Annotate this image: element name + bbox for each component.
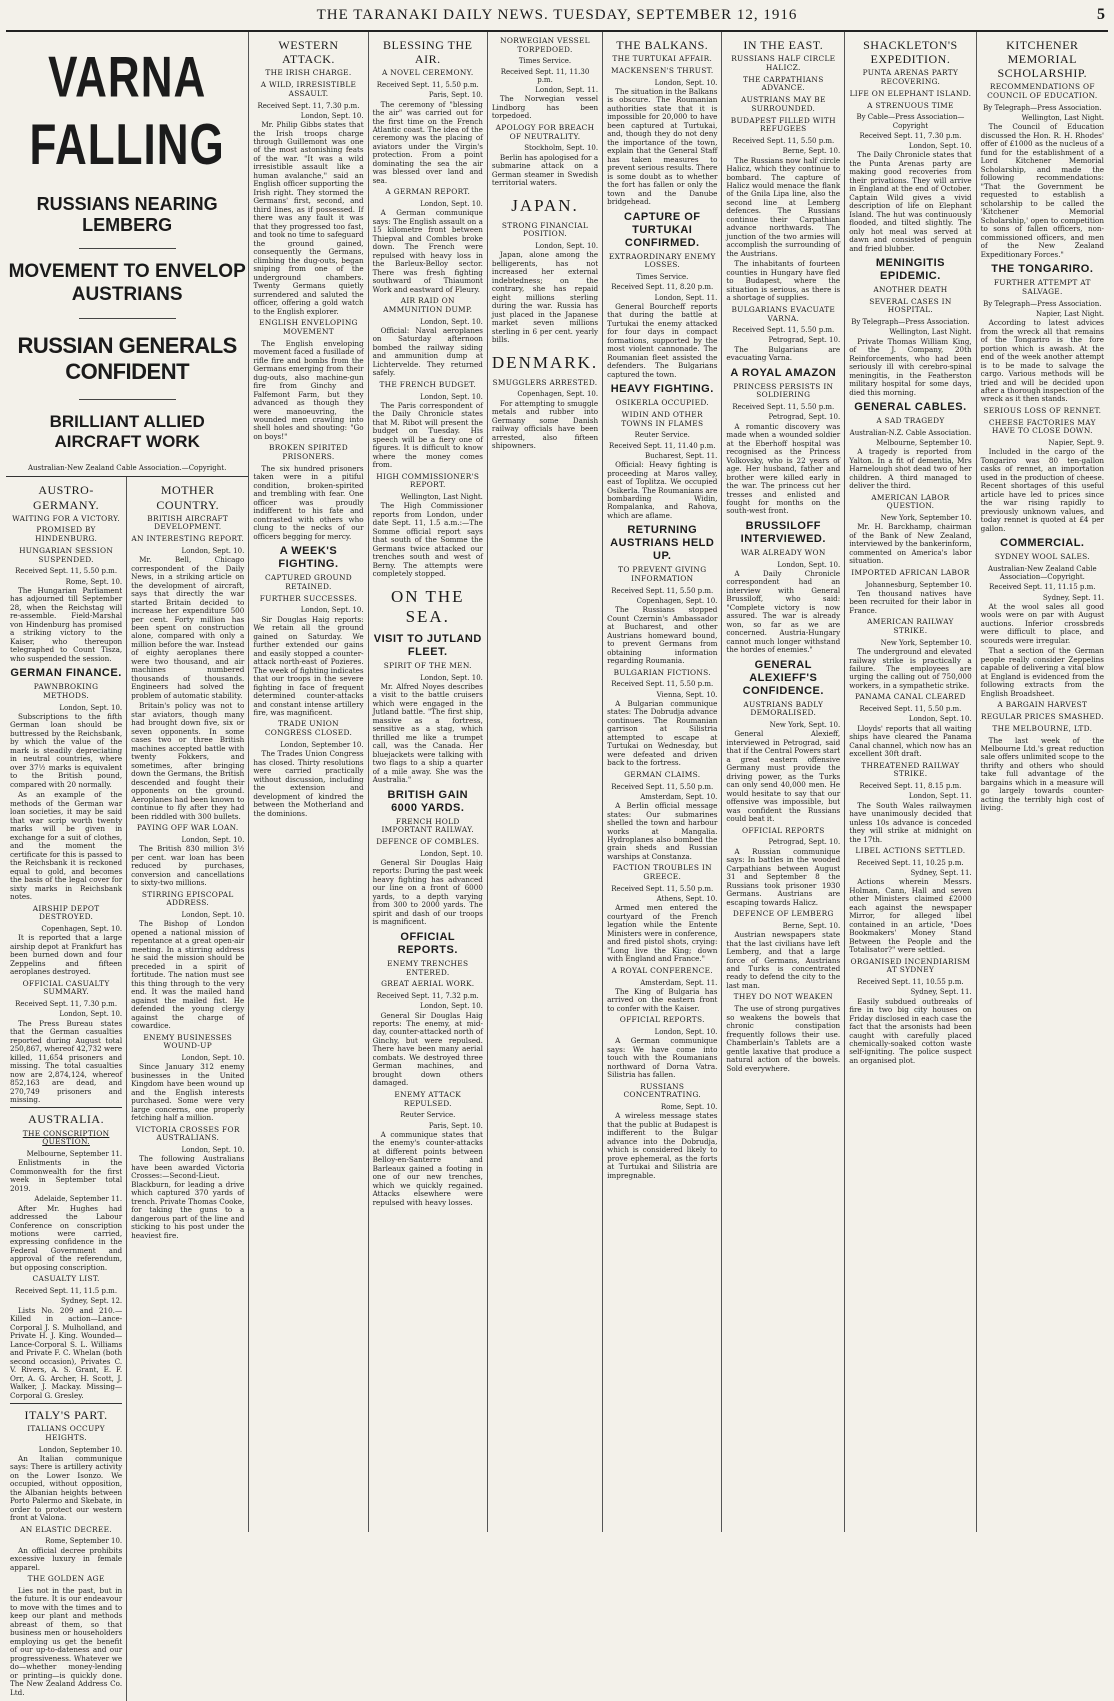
dateline: London, Sept. 11. <box>535 86 599 95</box>
article-subhead: ANOTHER DEATH <box>873 285 948 294</box>
received-line: By Telegraph—Press Association. <box>983 299 1102 308</box>
article-paragraph: The underground and elevated railway strike is practically a failure. The employees are urging the calling out of 750,000 workers, in a sympathetic strike. <box>849 647 972 690</box>
page-number: 5 <box>1097 6 1106 23</box>
received-line: By Telegraph—Press Association. <box>851 318 970 327</box>
article-paragraph: The situation in the Balkans is obscure. The Roumanian authorities state that it is impossible for 20,000 to have been captured at Turtukai, and, though they do not deny the importance of the town, explain that the General Staff has taken measures to prevent serious results. There is some doubt as to whether the fort has fallen or only the town and the Danube bridgehead. <box>607 86 718 207</box>
article-paragraph: The Bishop of London opened a national mission of repentance at a great open-air meeting. In a stirring address he said the mission should be preceded in a spirit of fortitude. The nation must see this thing through to the very end. It was the mailed hand against the mailed fist. He defended the young clergy against the charge of cowardice. <box>131 919 245 1031</box>
dateline: London, Sept. 10. <box>535 242 599 251</box>
article-subhead: RUSSIANS CONCENTRATING. <box>623 1081 702 1100</box>
article-subhead: CASUALTY LIST. <box>32 1274 100 1284</box>
dateline: London, Sept. 10. <box>420 673 483 682</box>
mother-country-column <box>127 477 248 1701</box>
article-subhead: THE MELBOURNE, LTD. <box>992 723 1093 733</box>
article-subhead: OSIKERLA OCCUPIED. <box>615 398 709 408</box>
received-line: Received Sept. 11, 8.20 p.m. <box>611 283 714 292</box>
article-subhead: SEVERAL CASES IN HOSPITAL. <box>869 296 952 315</box>
dateline: London, Sept. 10. <box>181 835 245 844</box>
article-subhead: COMMERCIAL. <box>1000 537 1085 550</box>
article-paragraph: Britain's policy was not to star aviators, though many had brought down five, six or seven opponents. In some cases two or three British machines accepted battle with twenty Fokkers, and sometimes, after bringing down the Germans, the British descended and fought their opponents on the ground. Aeroplanes had been known to continue to fly after they had been riddled with 300 bullets. <box>131 701 245 821</box>
article-paragraph: The Council of Education discussed the Hon. R. H. Rhodes' offer of £1000 as the nucleus of a fund for the establishment of a Lord Kitchener Memorial Scholarship, and made the following recommendations: "That the Government be requested to establish a scholarship to be called the 'Kitchener Memorial Scholarship,' open to competition to sons of fallen officers, non-commissioned officers, and men of the New Zealand Expeditionary Forces." <box>980 122 1104 259</box>
article-subhead: HIGH COMMISSIONER'S REPORT. <box>376 471 480 490</box>
article-paragraph: An Italian communique says: There is artillery activity on the Lower Isonzo. We occupied, without opposition, the Albanian heights between Porto Palermo and Skebate, in order to protect our western front at Valona. <box>10 1453 123 1523</box>
dateline: London, Sept. 10. <box>420 392 483 401</box>
dateline: London, Sept. 10. <box>181 1054 245 1063</box>
article-subhead: THEY DO NOT WEAKEN <box>733 992 833 1002</box>
article-subhead: AUSTRIANS BADLY DEMORALISED. <box>743 699 824 718</box>
lead-headline: VARNA FALLING <box>29 45 225 177</box>
article-paragraph: Official: Naval aeroplanes on Saturday afternoon bombed the railway siding and ammunition dump at Lichtervelde. They returned safely. <box>372 325 483 378</box>
article-paragraph: The British 830 million 3½ per cent. war loan has been reduced by purchases, conversion and cancellations to sixty-two millions. <box>131 844 245 888</box>
article-subhead: APOLOGY FOR BREACH OF NEUTRALITY. <box>495 122 595 141</box>
article-subhead: A STRENUOUS TIME <box>867 100 954 110</box>
dateline: London, Sept. 11. <box>908 792 972 801</box>
dateline: London, Sept. 10. <box>908 142 972 150</box>
dateline: Wellington, Last Night. <box>1021 114 1104 123</box>
article-paragraph: A communique states that the enemy's counter-attacks at different points between Belloy-en-Santerre and Barleaux gained a footing in one of our new trenches, which we quickly regained. Attacks elsewhere were repulsed with heavy losses. <box>372 1129 483 1207</box>
article-subhead: SYDNEY WOOL SALES. <box>994 552 1090 562</box>
article-subhead: RETURNING AUSTRIANS HELD UP. <box>610 524 715 563</box>
article-paragraph: Lloyds' reports that all waiting ships have cleared the Panama Canal channel, which now has an excellent 30ft draft. <box>849 723 972 759</box>
japan-title: JAPAN. <box>511 195 579 215</box>
received-line: Received Sept. 11, 5.50 p.m. <box>611 586 714 595</box>
advertisement-text: Lies not in the past, but in the future. It is our endeavour to move with the times and to keep our plant and methods abreast of them, so that business men or householders employing us get the benefit of our up-to-dateness and our progressiveness. Whatever we do—whether money-lending or printing—is quickly done. The New Zealand Address Co. Ltd. <box>10 1585 123 1697</box>
article-paragraph: Armed men entered the courtyard of the French legation while the Entente Ministers were in conference, and fired pistol shots, crying: "Long live the King; down with England and France." <box>607 903 718 964</box>
article-subhead: FURTHER ATTEMPT AT SALVAGE. <box>993 278 1091 296</box>
austro-germany-title: AUSTRO-GERMANY. <box>33 483 100 512</box>
dateline: London, Sept. 10. <box>654 1027 718 1036</box>
dateline: London, Sept. 10. <box>420 849 483 858</box>
dateline: London, Sept. 10. <box>777 560 841 569</box>
received-line: Received Sept. 11, 11.5 p.m. <box>15 1287 118 1296</box>
article-paragraph: The King of Bulgaria has arrived on the eastern front to confer with the Kaiser. <box>607 986 718 1013</box>
article-subhead: GENERAL ALEXIEFF'S CONFIDENCE. <box>742 658 824 697</box>
article-subhead: CAPTURE OF TURTUKAI CONFIRMED. <box>624 210 701 249</box>
article-paragraph: Official: Heavy fighting is proceeding at Maros valley, east of Toplitza. We occupied Osikerla. The Roumanians are bombarding Widin, Rompalanka, and Rahova, which are aflame. <box>607 460 718 520</box>
australia-title: AUSTRALIA. <box>28 1112 105 1127</box>
received-line: Australian-New Zealand Cable Association—Copyright. <box>987 564 1097 582</box>
dateline: London, Sept. 10. <box>181 911 245 919</box>
balkans-title: THE BALKANS. <box>616 38 709 52</box>
column-balkans <box>603 32 722 1532</box>
article-subhead: LIFE ON ELEPHANT ISLAND. <box>849 88 972 98</box>
article-paragraph: The Norwegian vessel Lindborg has been torpedoed. <box>491 94 599 121</box>
received-line: Received Sept. 11, 5.50 p.m. <box>859 705 962 714</box>
dateline: Amsterdam, Sept. 10. <box>640 792 718 801</box>
article-paragraph: Mr. H. Barckhamp, chairman of the Bank of New Zealand, interviewed by the bankerinform, commented on America's labor situation. <box>849 522 972 566</box>
dateline: Petrograd, Sept. 10. <box>768 413 841 422</box>
article-subhead: A NOVEL CEREMONY. <box>381 68 474 78</box>
received-line: Received Sept. 11, 5.50 p.m. <box>732 326 835 335</box>
article-subhead: REGULAR PRICES SMASHED. <box>980 712 1104 722</box>
article-paragraph: Subscriptions to the fifth German loan should be buttressed by the Reichsbank, by which the value of the mark is steadily depreciating in neutral countries, where over 37½ marks is equivalent to the British pound, compared with 20 normally. <box>10 711 123 789</box>
article-subhead: A SAD TRAGEDY <box>876 416 945 426</box>
received-line: Times Service. <box>518 57 572 66</box>
article-subhead: ORGANISED INCENDIARISM AT SYDNEY <box>850 956 971 975</box>
article-subhead: STRONG FINANCIAL POSITION. <box>501 220 589 239</box>
article-subhead: ENEMY ATTACK REPULSED. <box>394 1089 462 1108</box>
dateline: Wellington, Last Night. <box>400 493 483 502</box>
article-paragraph: General Bourcheff reports that during the battle at Turtukai the enemy attacked for four days in compact formations, supported by the most violent cannonade. The Roumanian fleet assisted the defenders. The Bulgarians captured the town. <box>607 301 718 379</box>
article-subhead: OFFICIAL REPORTS <box>741 825 825 835</box>
dateline: Berne, Sept. 10. <box>782 147 841 156</box>
advertisement-text: The use of strong purgatives so weakens the bowels that chronic constipation frequently follows their use. Chamberlain's Tablets are a gentle laxative that produce a natural action of the bowels. Sold everywhere. <box>726 1004 841 1073</box>
received-line: Reuter Service. <box>400 1111 456 1120</box>
denmark-title: DENMARK. <box>491 352 599 372</box>
article-subhead: AIR RAID ON AMMUNITION DUMP. <box>383 296 473 314</box>
received-line: Received Sept. 11, 5.50 p.m. <box>611 680 714 689</box>
article-paragraph: Enlistments in the Commonwealth for the first week in September total 2019. <box>10 1158 123 1193</box>
dateline: Johannesburg, September 10. <box>865 580 972 589</box>
article-subhead: THE GOLDEN AGE <box>27 1574 105 1584</box>
article-subhead: PUNTA ARENAS PARTY RECOVERING. <box>862 68 959 87</box>
article-paragraph: A wireless message states that the public at Budapest is indifferent to the Bulgar advance into the Dobrudja, which is considered likely to prove ephemeral, as the forts at Turtukai and Silistria are impregnable. <box>607 1111 718 1180</box>
dateline: Petrograd, Sept. 10. <box>768 838 841 847</box>
masthead <box>6 0 1108 32</box>
article-subhead: AIRSHIP DEPOT DESTROYED. <box>32 903 100 922</box>
received-line: Received Sept. 11, 5.50 p.m. <box>376 81 479 90</box>
article-paragraph: A German communique says: We have come into touch with the Roumanians northward of Dorna Vatra. Silistria has fallen. <box>607 1036 718 1080</box>
article-subhead: DEFENCE OF COMBLES. <box>376 837 480 847</box>
article-paragraph: A Russian communique says: In battles in the wooded Carpathians between August 31 and September 8 the Russians took prisoner 1930 Germans. Austrians are escaping towards Halicz. <box>726 846 841 907</box>
article-paragraph: Mr. Bell, Chicago correspondent of the Daily News, in a striking article on the development of aircraft, says that directly the war started Britain decided to increase her expenditure 500 per cent. Forty million has been spent on construction alone, compared with only a million before the war. Instead of eighty aeroplanes there were two thousand, and air machines numbered thousands of thousands. Engineers had solved the problem of automatic stability. <box>131 555 245 700</box>
italy-title: ITALY'S PART. <box>24 1407 108 1422</box>
article-paragraph: Austrian newspapers state that the last civilians have left Lemberg, and that a large force of Germans, Austrians and Turks is concentrated ready to defend the city to the last man. <box>726 930 841 990</box>
article-paragraph: The Press Bureau states that the German casualties reported during August total 250,867, whereof 42,732 were killed, 11,654 prisoners and missing. The total casualties now are 2,874,124, whereof 852,163 are dead, and 270,749 prisoners and missing. <box>10 1018 123 1104</box>
article-paragraph: That a section of the German people really consider Zeppelins capable of delivering a vital blow at England is evidenced from the following extracts from the English Broadsheet. <box>980 646 1104 698</box>
article-subhead: A ROYAL CONFERENCE. <box>611 965 713 975</box>
dateline: London, Sept. 10. <box>908 715 972 724</box>
article-subhead: BROKEN SPIRITED PRISONERS. <box>268 443 348 462</box>
dateline: Rome, September 10. <box>45 1537 123 1546</box>
lead-deck-3: RUSSIAN GENERALS CONFIDENT <box>17 333 237 385</box>
dateline: Sydney, Sept. 11. <box>910 868 972 877</box>
lead-deck-4: BRILLIANT ALLIED AIRCRAFT WORK <box>49 412 205 452</box>
dateline: New York, September 10. <box>880 638 972 647</box>
article-subhead: AMERICAN LABOR QUESTION. <box>871 492 950 511</box>
article-paragraph: The English enveloping movement faced a fusillade of rifle fire and bombs from the Germans emerging from their dug-outs, also machine-gun fire from Ginchy and Falfemont Farm, but they advanced as though they were manoeuvring, the wounded men crawling into shell holes and shouting: "Go on boys!" <box>253 338 364 441</box>
article-subhead: PRINCESS PERSISTS IN SOLDIERING <box>733 381 834 400</box>
article-subhead: FURTHER SUCCESSES. <box>259 593 358 603</box>
article-paragraph: Berlin has apologised for a submarine attack on a German steamer in Swedish territorial waters. <box>491 152 599 188</box>
article-subhead: SERIOUS LOSS OF RENNET. <box>983 405 1102 415</box>
column-blessing-air <box>369 32 488 1532</box>
column-shackleton <box>845 32 976 1532</box>
dateline: Melbourne, September 10. <box>876 439 972 448</box>
shackleton-title: SHACKLETON'S EXPEDITION. <box>863 38 958 67</box>
received-line: Received Sept. 11, 11.30 p.m. <box>500 67 590 84</box>
article-paragraph: Actions wherein Messrs. Holman, Cann, Hall and seven other Ministers claimed £2000 each against the newspaper Mirror, for alleged libel contained in an article, "Does Bookmakers' Money Stand Between the People and the Totalisator?" were settled. <box>849 877 972 955</box>
received-line: Received Sept. 11, 10.25 p.m. <box>857 858 964 867</box>
article-subhead: TO PREVENT GIVING INFORMATION <box>618 565 707 584</box>
article-subhead: OFFICIAL REPORTS. <box>397 930 458 956</box>
in-the-east-title: IN THE EAST. <box>743 38 824 52</box>
dateline: Melbourne, September 11. <box>26 1150 123 1159</box>
received-line: Received Sept. 11, 5.50 p.m. <box>732 403 835 412</box>
article-subhead: A WEEK'S FIGHTING. <box>278 545 339 571</box>
dateline: London, Sept. 10. <box>420 200 483 209</box>
received-line: Received Sept. 11, 10.55 p.m. <box>857 978 964 987</box>
article-subhead: TRADE UNION CONGRESS CLOSED. <box>264 719 353 738</box>
article-paragraph: The South Wales railwaymen have unanimously decided that unless 10s advance is conceded they will strike at midnight on the 17th. <box>849 800 972 844</box>
article-subhead: OFFICIAL REPORTS. <box>619 1015 705 1025</box>
article-subhead: FACTION TROUBLES IN GREECE. <box>612 863 712 882</box>
column-kitchener <box>977 32 1108 1532</box>
article-paragraph: The ceremony of "blessing the air" was carried out for the first time on the French Atlantic coast. The idea of the ceremony was the placing of aviators under the Virgin's protection. From a point dominating the sea the air was blessed over land and sea. <box>372 99 483 185</box>
western-attack-title: WESTERN ATTACK. <box>278 38 339 67</box>
article-subhead: WAITING FOR A VICTORY. <box>12 513 121 523</box>
article-paragraph: For attempting to smuggle metals and rubber into Germany some Danish railway officials have been arrested, also fifteen shipowners. <box>491 398 599 451</box>
article-paragraph: The Russians stopped Count Czernin's Ambassador at Bucharest, and other Austrians homeward bound, to prevent Germans from obtaining information regarding Roumania. <box>607 605 718 666</box>
received-line: Received Sept. 11, 5.50 p.m. <box>611 884 714 893</box>
received-line: Received Sept. 11, 7.32 p.m. <box>376 992 479 1001</box>
article-subhead: GENERAL CABLES. <box>854 401 967 414</box>
article-paragraph: Included in the cargo of the Tongariro was 80 ten-gallon casks of rennet, an importation used in the production of cheese. Recent shortages of this useful article have led to prices since the war rising rapidly to previously unknown values, and today rennet is quoted at £4 per gallon. <box>980 447 1104 533</box>
article-subhead: THE TURTUKAI AFFAIR. <box>612 54 713 64</box>
article-subhead: GERMAN FINANCE. <box>10 667 122 680</box>
article-paragraph: Easily subdued outbreaks of fire in two big city houses on Friday disclosed in each case the fact that the arsonists had been caught with carefully placed chemically-soaked cotton waste self-igniting. The police suspect an organised plot. <box>849 996 972 1065</box>
article-subhead: THREATENED RAILWAY STRIKE. <box>861 760 960 779</box>
article-paragraph: Ten thousand natives have been recruited for their labor in France. <box>849 588 972 615</box>
article-paragraph: A Daily Chronicle correspondent had an interview with General Brussiloff, who said: "Complete victory is now assured. The war is already won, so far as we are concerned. Austria-Hungary cannot much longer withstand the hordes of enemies." <box>726 568 841 655</box>
article-subhead: BRUSSILOFF INTERVIEWED. <box>740 519 826 545</box>
article-paragraph: As an example of the methods of the German war loan societies, it may be said that war scrip worth twenty marks will be given in exchange for a suit of clothes, and the moment the certificate for this is passed to the Reichsbank it is reckoned equal to gold, and becomes the basis of the legal cover for sixty marks in Reichsbank notes. <box>10 790 123 902</box>
dateline: Stockholm, Sept. 10. <box>524 144 599 153</box>
article-subhead: RUSSIANS HALF CIRCLE HALICZ. <box>731 54 836 72</box>
article-paragraph: The six hundred prisoners taken were in a pitiful condition, broken-spirited and trembling with fear. One officer was proudly indifferent to his fate and contrasted with others who clung to the necks of our officers begging for mercy. <box>253 463 364 541</box>
mother-country-title: MOTHER COUNTRY. <box>156 483 220 512</box>
dateline: London, Sept. 11. <box>654 293 718 302</box>
received-line: Received Sept. 11, 5.50 p.m. <box>732 137 835 146</box>
dateline: Vienna, Sept. 10. <box>656 690 718 699</box>
dateline: London, Sept. 10. <box>59 703 123 712</box>
dateline: Rome, Sept. 10. <box>660 1103 718 1112</box>
article-paragraph: General Sir Douglas Haig reports: The enemy, at mid-day, counter-attacked north of Ginchy, but were repulsed. There have been many aerial combats. We destroyed three German machines, and brought down others damaged. <box>372 1010 483 1088</box>
article-paragraph: An official decree prohibits excessive luxury in female apparel. <box>10 1545 123 1572</box>
article-subhead: THE TONGARIRO. <box>991 263 1094 276</box>
column-sea-japan-denmark <box>488 32 603 1532</box>
received-line: Times Service. <box>636 273 689 282</box>
dateline: Napier, Sept. 9. <box>1048 439 1104 448</box>
dateline: London, Sept. 10. <box>420 317 483 326</box>
article-subhead: STIRRING EPISCOPAL ADDRESS. <box>141 889 234 908</box>
received-line: Received Sept. 11, 8.15 p.m. <box>859 782 962 791</box>
article-subhead: CHEESE FACTORIES MAY HAVE TO CLOSE DOWN. <box>988 417 1096 436</box>
article-subhead: BUDAPEST FILLED WITH REFUGEES <box>730 115 836 134</box>
dateline: London, Sept. 10. <box>181 1146 245 1155</box>
article-subhead: HUNGARIAN SESSION SUSPENDED. <box>19 545 114 564</box>
article-paragraph: The Trades Union Congress has closed. Thirty resolutions were carried practically without discussion, including the extension and development of kindred the between the Motherland and the dominions. <box>253 749 364 818</box>
article-paragraph: Private Thomas William King, of the J. Company, 20th Reinforcements, who had been seriously ill with cerebro-spinal meningitis, in the Featherston military hospital for some days, died this morning. <box>849 336 972 397</box>
article-subhead: AMERICAN RAILWAY STRIKE. <box>867 617 954 636</box>
dateline: New York, September 10. <box>880 514 972 523</box>
dateline: Amsterdam, Sept. 11. <box>640 978 718 987</box>
dateline: London, Sept. 10. <box>300 111 364 120</box>
received-line: Received Sept. 11, 11.15 p.m. <box>989 583 1096 592</box>
austro-germany-column <box>6 477 127 1701</box>
article-subhead: GREAT AERIAL WORK. <box>381 979 475 989</box>
article-subhead: RECOMMENDATIONS OF COUNCIL OF EDUCATION. <box>987 82 1098 101</box>
dateline: Napier, Last Night. <box>1035 309 1104 318</box>
dateline: New York, Sept. 10. <box>769 721 841 730</box>
article-subhead: BULGARIANS EVACUATE VARNA. <box>731 304 836 323</box>
article-paragraph: The Bulgarians are evacuating Varna. <box>726 344 841 363</box>
article-subhead: PROMISED BY HINDENBURG. <box>35 525 98 544</box>
article-paragraph: General Sir Douglas Haig reports: During the past week heavy fighting has advanced our line on a front of 6000 yards, to a depth varying from 300 to 2000 yards. The spirit and dash of our troops is magnificent. <box>372 858 483 927</box>
dateline: Wellington, Last Night. <box>889 328 972 337</box>
article-paragraph: Mr. Alfred Noyes describes a visit to the battle cruisers which were engaged in the Jutland battle. "The first ship, massive as a fortress, sensitive as a stag, which thrilled me like a trumpet call, was the Canada. Her bluejackets were talking with two flags to a ship a quarter of a mile away. She was the Australia." <box>372 681 483 785</box>
received-line: Received Sept. 11, 7.30 p.m. <box>859 131 962 140</box>
article-subhead: ENEMY BUSINESSES WOUND-UP <box>143 1032 233 1051</box>
article-paragraph: It is reported that a large airship depot at Frankfurt has been burned down and four Zeppelins and fifteen aeroplanes destroyed. <box>10 933 123 977</box>
dateline: Rome, Sept. 10. <box>65 577 123 586</box>
dateline: Sydney, Sept. 12. <box>60 1297 123 1306</box>
article-subhead: A WILD, IRRESISTIBLE ASSAULT. <box>260 80 357 98</box>
dateline: London, Sept. 10. <box>300 606 364 615</box>
article-paragraph: Since January 312 enemy businesses in the United Kingdom have been wound up and the English interests purchased. Some were very large concerns, one properly fetching half a million. <box>131 1062 245 1123</box>
article-subhead: SMUGGLERS ARRESTED. <box>492 377 598 387</box>
article-subhead: HEAVY FIGHTING. <box>610 383 714 396</box>
article-paragraph: A German communique says: The English assault on a 15 kilometre front between Thiepval and Combles broke down. The French were repulsed with heavy loss in the Barleux-Belloy sector. There was fresh fighting southward of Thiaumont Work and eastward of Fleury. <box>372 208 483 294</box>
column-in-the-east <box>722 32 845 1532</box>
received-line: By Telegraph—Press Association. <box>983 103 1102 112</box>
article-paragraph: Japan, alone among the belligerents, has not increased her external indebtedness; on the contrary, she has repaid eight millions sterling during the war. Russia has just placed in the Japanese market seven millions sterling in 6 per cent. yearly bills. <box>491 250 599 345</box>
article-subhead: PAWNBROKING METHODS. <box>33 682 99 700</box>
received-line: Received Sept. 11, 11.40 p.m. <box>609 441 716 450</box>
article-paragraph: Mr. Philip Gibbs states that the Irish troops charge through Guillemont was one of the most astonishing feats of the war. "It was a wild irresistible assault like a human avalanche," said an English officer supporting the Irish right. They stormed the Germans' first, second, and third lines, as if possessed. If there was any fault it was that they progressed too fast, and took no time to safeguard the ground gained, consequently the Germans, climbing the dug-outs, began sniping from one of the underground chambers. Twenty Germans quietly surrendered and saluted the officer, offering a gold watch to the English explorer. <box>253 120 364 316</box>
article-subhead: A BARGAIN HARVEST <box>997 700 1088 710</box>
article-subhead: BRITISH AIRCRAFT DEVELOPMENT. <box>147 513 229 532</box>
article-subhead: MACKENSEN'S THRUST. <box>611 65 714 75</box>
cable-association-line: Australian-New Zealand Cable Association.—Copyright. <box>27 464 227 473</box>
dateline: Paris, Sept. 10. <box>428 1121 483 1130</box>
blessing-air-title: BLESSING THE AIR. <box>383 38 473 67</box>
article-paragraph: The Russians now half circle Halicz, which they continue to bombard. The capture of Halicz would menace the flank of the Gnila Lipa line, also the second line at Lemberg defences. The Russians continue their Carpathian advance northwards. The junction of the two armies will accomplish the surrounding of the Austrians. <box>726 155 841 258</box>
dateline: London, Sept. 10. <box>181 546 245 555</box>
received-line: Received Sept. 11, 7.30 p.m. <box>15 1000 118 1009</box>
article-paragraph: The Daily Chronicle states that the Punta Arenas party are making good recoveries from their privations. They will arrive in England at the end of October. Captain Wild gives a vivid description of life on Elephant Island. The hut was continuously flooded, and tilted slightly. The only hot meal was served at dawn and consisted of penguin and fried blubber. <box>849 150 972 253</box>
article-paragraph: A Berlin official message states: Our submarines shelled the town and harbour works at Mangalia. Hydroplanes also bombed the grain sheds and Russian warships at Constanza. <box>607 801 718 861</box>
on-the-sea-title: ON THE SEA. <box>390 586 465 626</box>
column-lead <box>6 32 249 1697</box>
article-paragraph: Lists No. 209 and 210.—Killed in action—Lance-Corporal J. S. Mulholland, and Private H. J. King. Wounded—Lance-Corporal S. L. Williams and Private F. C. Whelan (both second occasion), Privates C. V. Rivers, A. S. Grant, E. F. Orr, A. G. Archer, H. Scott, J. Walker, J. Mackay. Missing—Corporal G. Gresley. <box>10 1305 123 1400</box>
dateline: Adelaide, September 11. <box>34 1195 123 1204</box>
column-western-attack <box>249 32 368 1532</box>
article-subhead: WIDIN AND OTHER TOWNS IN FLAMES <box>621 409 704 428</box>
lead-deck-2: MOVEMENT TO ENVELOP AUSTRIANS <box>8 261 246 305</box>
article-paragraph: General Alexieff, interviewed in Petrograd, said that if the Central Powers start a great eastern offensive Germany must provide the driving power, as the Turks can only send 40,000 men. He would hesitate to say that our offensive was impossible, but was confident the Russians could beat it. <box>726 729 841 824</box>
article-paragraph: According to latest advices from the wreck all that remains of the Tongariro is the fore portion which is awash. At the end of the week another attempt is to be made to salvage the cargo. Various methods will be tried and will be decided upon after a thorough inspection of the wreck as it then stands. <box>980 318 1104 404</box>
article-paragraph: The High Commissioner reports from London, under date Sept. 11, 1.5 a.m.:—The Somme official report says that south of the Somme the Germans twice attacked our trenches south and west of Berny. The attempts were completely stopped. <box>372 501 483 579</box>
dateline: London, Sept. 10. <box>59 1010 123 1019</box>
dateline: London, Sept. 10. <box>420 1002 483 1011</box>
kitchener-title: KITCHENER MEMORIAL SCHOLARSHIP. <box>997 38 1088 81</box>
article-subhead: A GERMAN REPORT. <box>385 187 471 197</box>
lead-deck-1: RUSSIANS NEARING LEMBERG <box>36 193 218 236</box>
dateline: London, September 10. <box>38 1445 123 1454</box>
article-paragraph: The Paris correspondent of the Daily Chronicle states that M. Ribot will present the budget on Tuesday. His speech will be a fiery one of figures. It is difficult to know where the money comes from. <box>372 400 483 470</box>
article-subhead: VISIT TO JUTLAND FLEET. <box>373 632 482 658</box>
article-paragraph: Sir Douglas Haig reports: We retain all the ground gained on Saturday. We further extended our gains and easily stopped a counter-attack north-east of Pozieres. The week of fighting indicates that our troops in the severe fighting in face of frequent determined counter-attacks and constant intense artillery fire, was magnificent. <box>253 614 364 717</box>
article-subhead: FRENCH HOLD IMPORTANT RAILWAY. <box>381 816 475 835</box>
advertisement-text: The last week of the Melbourne Ltd.'s great reduction sale offers unlimited scope to the thrifty and others who should take full advantage of the bargains which in a measure will go largely towards counter-acting the terribly high cost of living. <box>980 735 1104 813</box>
article-subhead: MENINGITIS EPIDEMIC. <box>875 257 945 283</box>
dateline: London, September 10. <box>280 740 364 749</box>
article-subhead: THE CONSCRIPTION QUESTION. <box>22 1128 110 1147</box>
received-line: By Cable—Press Association—Copyright <box>856 113 965 130</box>
masthead-title: THE TARANAKI DAILY NEWS. TUESDAY, SEPTEMBER 12, 1916 <box>316 6 798 23</box>
article-paragraph: The following Australians have been awarded Victoria Crosses:—Second-Lieut. Blackburn, for leading a drive which captured 370 yards of trench. Private Thomas Cooke, for taking the guns to a dangerous part of the line and sticking to his post under the heaviest fire. <box>131 1154 245 1240</box>
article-paragraph: A tragedy is reported from Yalton. In a fit of dementia, Mrs Harnelough shot dead two of her children. A third managed to deliver the third. <box>849 447 972 491</box>
article-subhead: ITALIANS OCCUPY HEIGHTS. <box>27 1424 105 1442</box>
article-subhead: A ROYAL AMAZON <box>730 366 837 379</box>
article-subhead: CAPTURED GROUND RETAINED. <box>264 573 352 591</box>
article-subhead: OFFICIAL CASUALTY SUMMARY. <box>22 978 110 997</box>
dateline: Paris, Sept. 10. <box>428 91 483 100</box>
article-paragraph: A romantic discovery was made when a wounded soldier at the Eberhoff hospital was recognised as the Princess Volkovsky, who is 22 years of age. Her husband, father and brother were killed early in the war. The princess cut her tresses and enlisted and fought for months on the south-west front. <box>726 421 841 516</box>
article-paragraph: The inhabitants of fourteen counties in Hungary have fled to Budapest, where the situation is serious, as there is a shortage of supplies. <box>726 259 841 303</box>
article-subhead: ENEMY TRENCHES ENTERED. <box>387 958 469 977</box>
article-subhead: NORWEGIAN VESSEL TORPEDOED. <box>500 36 590 54</box>
article-subhead: DEFENCE OF LEMBERG <box>732 909 834 919</box>
article-subhead: GERMAN CLAIMS. <box>624 769 701 779</box>
article-paragraph: After Mr. Hughes had addressed the Labour Conference on conscription motions were carried, expressing confidence in the Federal Government and approval of the referendum, but opposing conscription. <box>10 1203 123 1272</box>
dateline: Athens, Sept. 10. <box>656 895 718 904</box>
article-subhead: LIBEL ACTIONS SETTLED. <box>855 846 966 855</box>
received-line: Received Sept. 11, 7.30 p.m. <box>257 101 360 110</box>
article-subhead: SPIRIT OF THE MEN. <box>383 660 472 670</box>
article-subhead: THE IRISH CHARGE. <box>265 68 352 78</box>
article-subhead: THE CARPATHIANS ADVANCE. <box>743 74 824 93</box>
article-subhead: BRITISH GAIN 6000 YARDS. <box>387 788 469 814</box>
dateline: Berne, Sept. 10. <box>782 921 841 930</box>
article-subhead: VICTORIA CROSSES FOR AUSTRALIANS. <box>135 1124 240 1143</box>
dateline: Sydney, Sept. 11. <box>1042 593 1104 602</box>
received-line: Received Sept. 11, 5.50 p.m. <box>15 567 118 576</box>
dateline: London, Sept. 10. <box>654 78 718 87</box>
article-subhead: PANAMA CANAL CLEARED <box>854 692 966 702</box>
dateline: Copenhagen, Sept. 10. <box>41 925 123 933</box>
received-line: Received Sept. 11, 5.50 p.m. <box>611 782 714 791</box>
dateline: Petrograd, Sept. 10. <box>768 336 841 345</box>
article-subhead: ENGLISH ENVELOPING MOVEMENT <box>259 318 358 336</box>
article-subhead: PAYING OFF WAR LOAN. <box>136 823 239 833</box>
dateline: Sydney, Sept. 11. <box>910 988 972 997</box>
article-subhead: THE FRENCH BUDGET. <box>379 379 477 389</box>
received-line: Reuter Service. <box>634 431 690 440</box>
article-subhead: AUSTRIANS MAY BE SURROUNDED. <box>740 95 826 113</box>
article-subhead: WAR ALREADY WON <box>740 547 826 557</box>
article-subhead: EXTRAORDINARY ENEMY LOSSES. <box>608 251 716 270</box>
dateline: Bucharest, Sept. 11. <box>644 451 718 460</box>
article-paragraph: The Hungarian Parliament has adjourned till September 28, when the Reichstag will re-assemble. Field-Marshal von Hindenburg has promised a striking victory to the Kaiser, who thereupon telegraphed to Count Tisza, who suspended the session. <box>10 585 123 663</box>
article-subhead: BULGARIAN FICTIONS. <box>613 667 711 677</box>
dateline: Copenhagen, Sept. 10. <box>636 597 718 606</box>
article-subhead: AN ELASTIC DECREE. <box>20 1524 112 1534</box>
article-paragraph: At the wool sales all good wools were on par with August auctions. Inferior crossbreds were difficult to place, and scoureds were irregular. <box>980 601 1104 645</box>
dateline: Copenhagen, Sept. 10. <box>517 390 599 399</box>
received-line: Australian-N.Z. Cable Association. <box>849 428 972 437</box>
article-paragraph: A Bulgarian communique states: The Dobrudja advance continues. The Roumanian garrison at Silistria attempted to escape at Turtukai on Wednesday, but were defeated and driven back to the fortress. <box>607 698 718 768</box>
article-subhead: IMPORTED AFRICAN LABOR <box>851 567 970 577</box>
article-subhead: AN INTERESTING REPORT. <box>131 534 245 544</box>
